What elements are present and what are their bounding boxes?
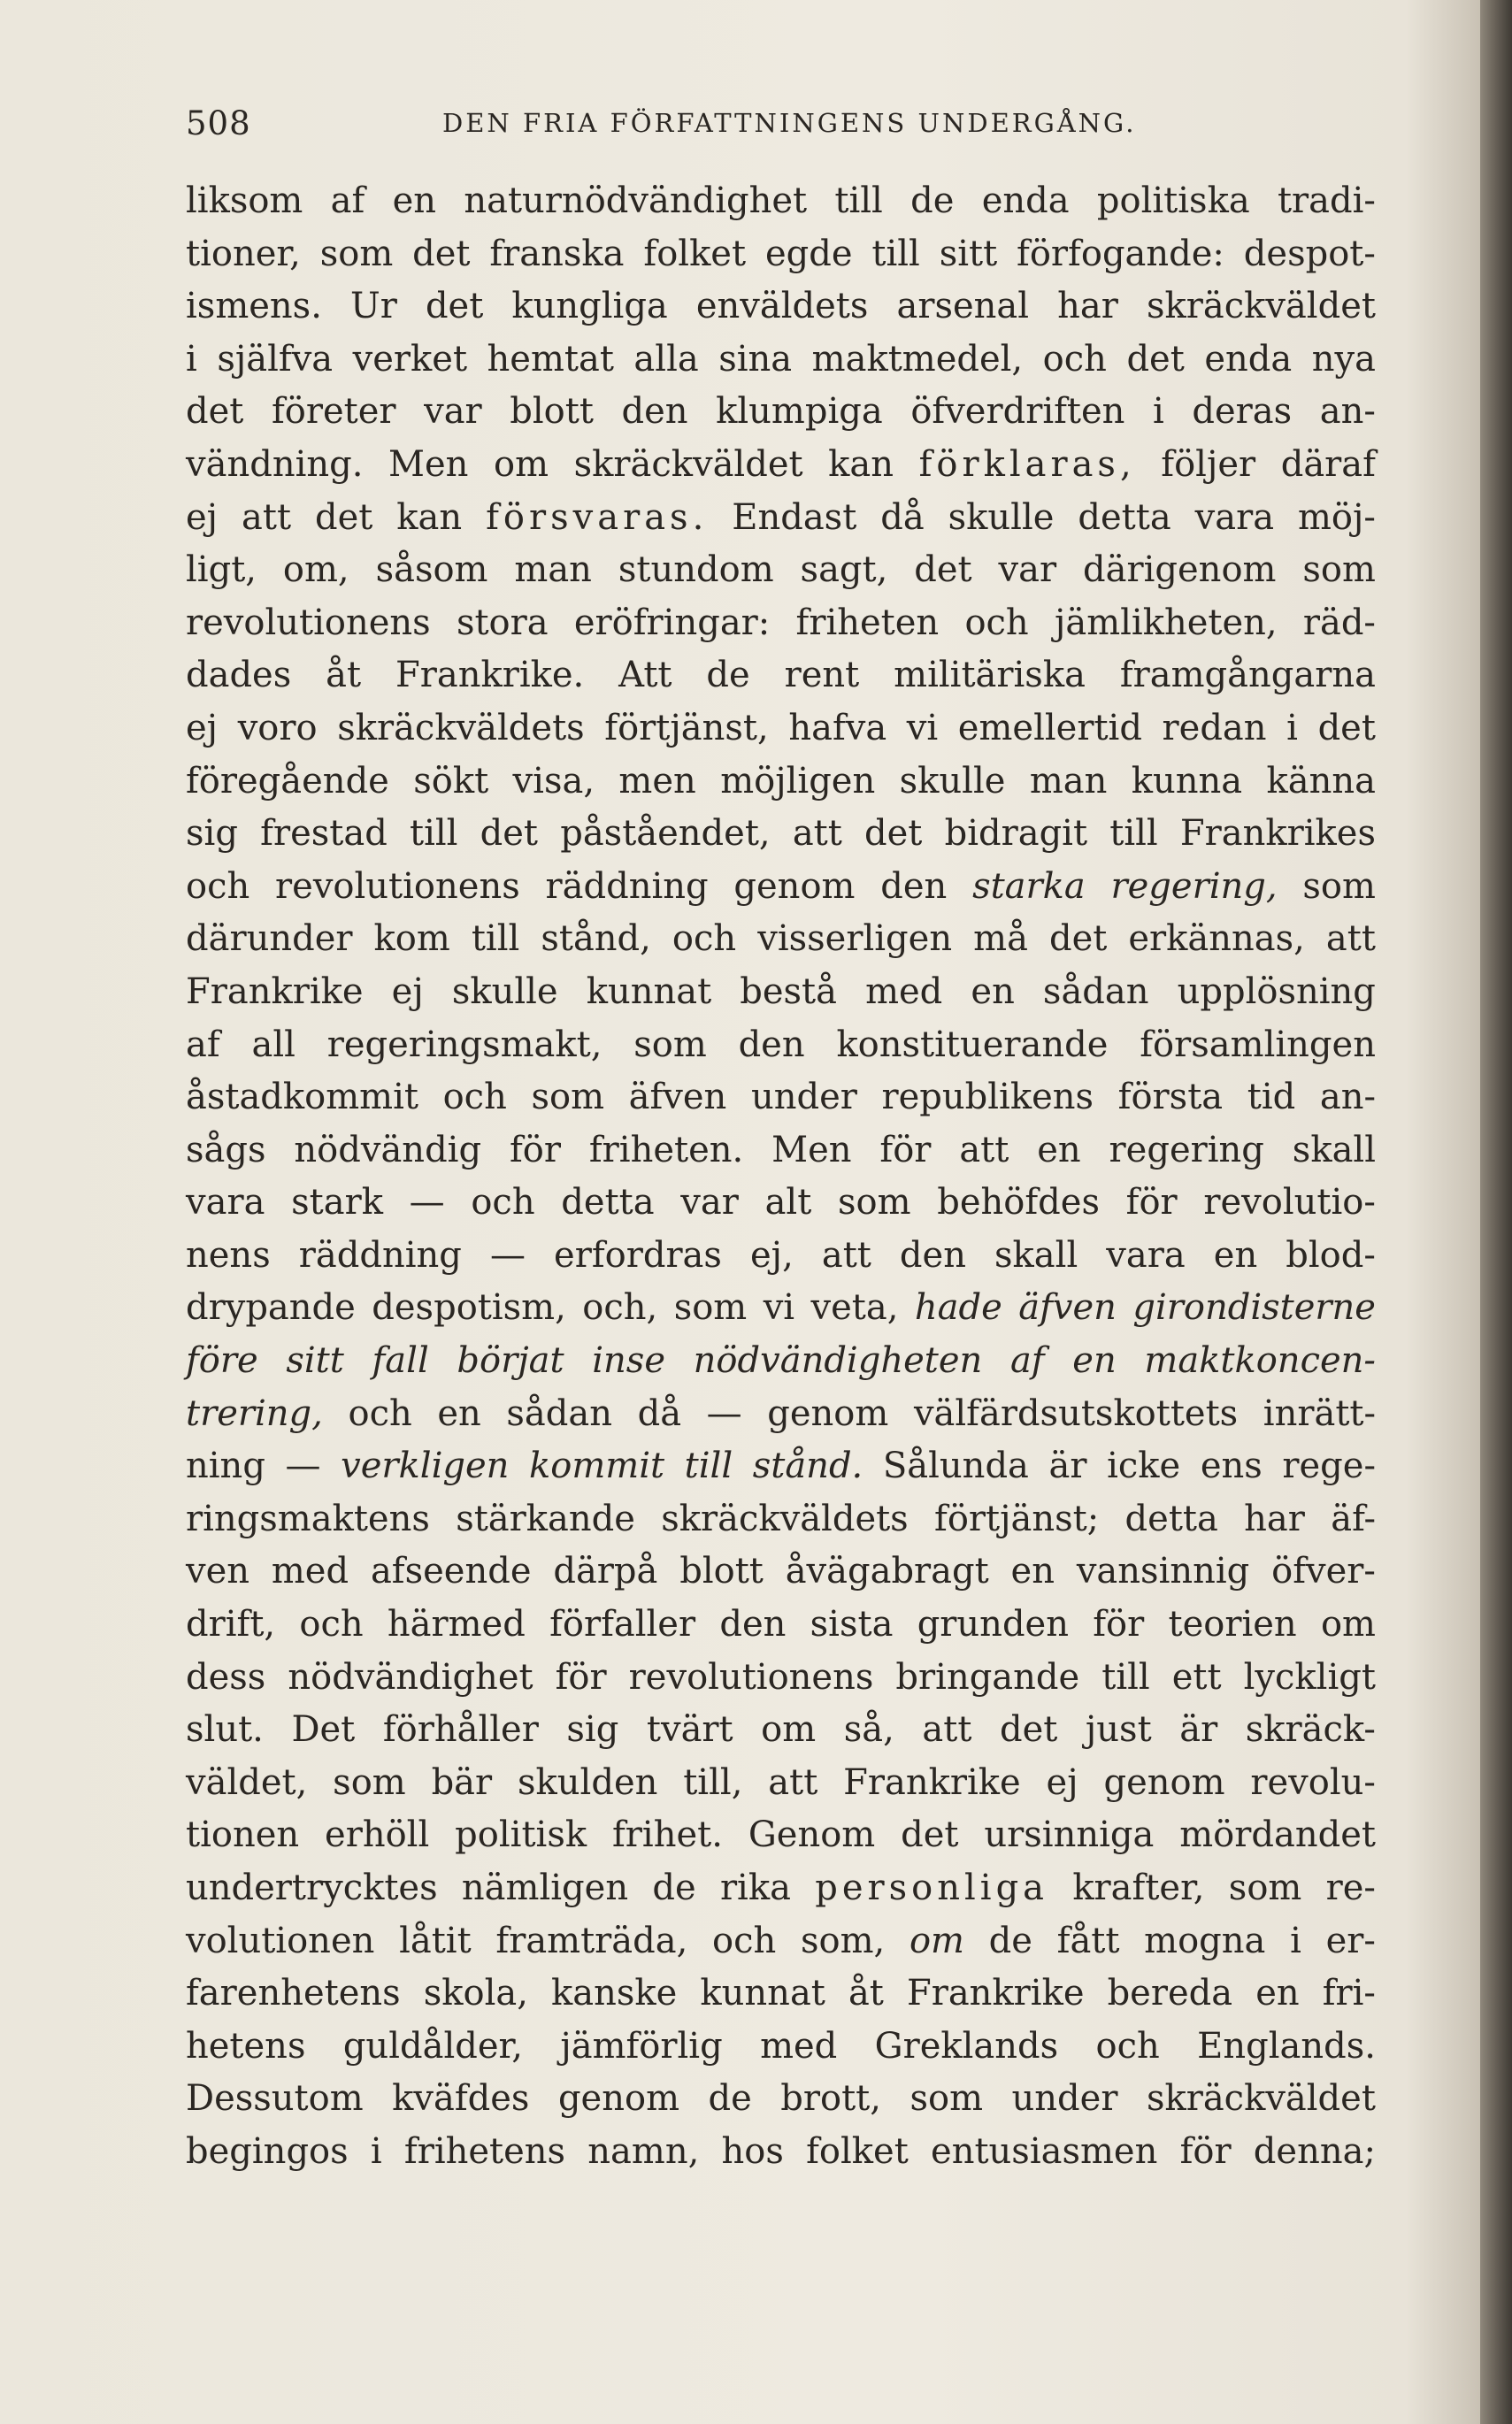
- text-line: drift, och härmed förfaller den sista grunden för teorien om: [186, 1604, 1376, 1645]
- text-line: volutionen låtit framträda, och som, om de fått mogna i er-: [186, 1920, 1376, 1961]
- text-line: dades åt Frankrike. Att de rent militäriska framgångarna: [186, 655, 1376, 696]
- text-line: och revolutionens räddning genom den starka regering, som: [186, 865, 1376, 907]
- body-text: [186, 175, 1376, 2179]
- text-line: liksom af en naturnödvändighet till de enda politiska tradi-: [186, 180, 1376, 221]
- running-head: DEN FRIA FÖRFATTNINGENS UNDERGÅNG.: [442, 108, 1137, 138]
- text-line: slut. Det förhåller sig tvärt om så, att det just är skräck-: [186, 1709, 1376, 1751]
- text-line: väldet, som bär skulden till, att Frankrike ej genom revolu-: [186, 1761, 1376, 1803]
- text-line: ringsmaktens stärkande skräckväldets förtjänst; detta har äf-: [186, 1498, 1376, 1539]
- text-line: farenhetens skola, kanske kunnat åt Frankrike bereda en fri-: [186, 1973, 1376, 2014]
- text-line: ismens. Ur det kungliga enväldets arsenal har skräckväldet: [186, 286, 1376, 327]
- page-header: [186, 104, 1371, 157]
- text-line: Dessutom kväfdes genom de brott, som under skräckväldet: [186, 2078, 1376, 2120]
- text-line: af all regeringsmakt, som den konstituerande församlingen: [186, 1024, 1376, 1065]
- text-line: ej att det kan försvaras. Endast då skulle detta vara möj-: [186, 496, 1376, 538]
- text-line: nens räddning — erfordras ej, att den skall vara en blod-: [186, 1234, 1376, 1276]
- book-spine-edge: [1480, 0, 1512, 2424]
- text-line: begingos i frihetens namn, hos folket entusiasmen för denna;: [186, 2130, 1376, 2172]
- text-line: därunder kom till stånd, och visserligen må det erkännas, att: [186, 918, 1376, 960]
- page-number: 508: [186, 104, 251, 142]
- text-line: före sitt fall börjat inse nödvändigheten af en maktkoncen-: [186, 1340, 1376, 1382]
- text-line: hetens guldålder, jämförlig med Greklands och Englands.: [186, 2025, 1376, 2067]
- text-line: ning — verkligen kommit till stånd. Sålunda är icke ens rege-: [186, 1446, 1376, 1487]
- text-line: ej voro skräckväldets förtjänst, hafva vi emellertid redan i det: [186, 707, 1376, 748]
- text-line: sig frestad till det påståendet, att det bidragit till Frankrikes: [186, 813, 1376, 855]
- text-line: revolutionens stora eröfringar: friheten och jämlikheten, räd-: [186, 602, 1376, 643]
- text-line: ligt, om, såsom man stundom sagt, det var därigenom som: [186, 549, 1376, 591]
- text-line: dess nödvändighet för revolutionens bringande till ett lyckligt: [186, 1656, 1376, 1698]
- text-line: tionen erhöll politisk frihet. Genom det ursinniga mördandet: [186, 1814, 1376, 1856]
- text-line: vändning. Men om skräckväldet kan förklaras, följer däraf: [186, 443, 1376, 485]
- text-line: tioner, som det franska folket egde till sitt förfogande: despot-: [186, 233, 1376, 274]
- text-line: drypande despotism, och, som vi veta, hade äfven girondisterne: [186, 1287, 1376, 1329]
- text-line: trering, och en sådan då — genom välfärdsutskottets inrätt-: [186, 1392, 1376, 1434]
- text-line: det företer var blott den klumpiga öfverdriften i deras an-: [186, 391, 1376, 433]
- text-line: undertrycktes nämligen de rika personliga krafter, som re-: [186, 1868, 1376, 1908]
- text-line: åstadkommit och som äfven under republikens första tid an-: [186, 1077, 1376, 1118]
- text-line: Frankrike ej skulle kunnat bestå med en sådan upplösning: [186, 970, 1376, 1012]
- text-line: föregående sökt visa, men möjligen skulle man kunna känna: [186, 760, 1376, 802]
- text-line: sågs nödvändig för friheten. Men för att en regering skall: [186, 1129, 1376, 1170]
- text-line: ven med afseende därpå blott åvägabragt en vansinnig öfver-: [186, 1551, 1376, 1592]
- text-line: vara stark — och detta var alt som behöfdes för revolutio-: [186, 1182, 1376, 1224]
- text-line: i själfva verket hemtat alla sina maktmedel, och det enda nya: [186, 338, 1376, 380]
